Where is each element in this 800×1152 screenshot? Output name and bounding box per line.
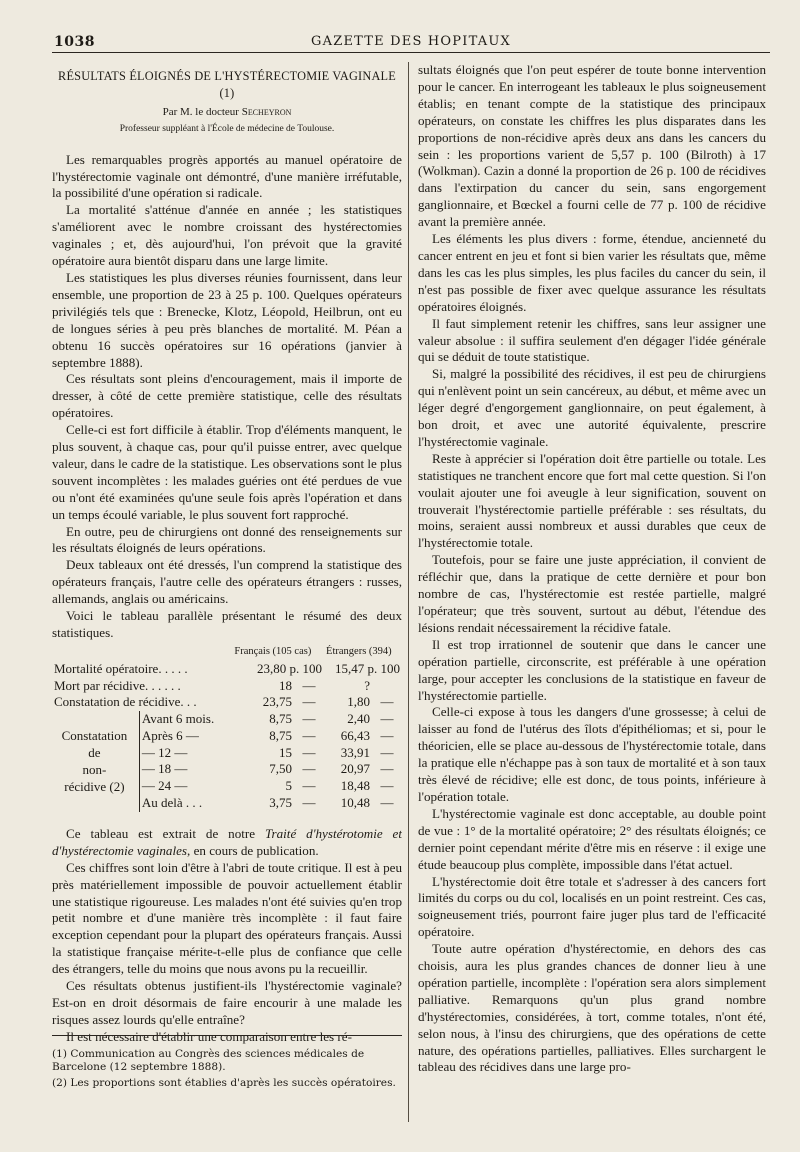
paragraph: sultats éloignés que l'on peut espérer de toute bonne intervention pour le cancer. En interrogeant les tableaux le plus soigneusement établis; en tenant compte de la statistique des principaux opérateurs, on constate les chiffres les plus disparates dans les proportions de non-récidive après deux ans dans les cancers du sein : les proportions varient de 5,57 p. 100 (Bilroth) à 17 (Wolkman). Cazin a donné la proportion de 26 p. 100 de récidives dans l'extirpation du cancer du sein, sans engorgement ganglionnaire, et Bœckel a fourni celle de 77 p. 100 de récidive avant la première année. bbox=[418, 62, 766, 230]
cell-french: 7,50 bbox=[269, 761, 293, 777]
table-row bbox=[52, 711, 402, 728]
group-label-line: récidive (2) bbox=[64, 779, 125, 795]
row-label: Mort par récidive. . . . . . bbox=[54, 677, 181, 693]
row-label: Mortalité opératoire. . . . . bbox=[54, 660, 188, 676]
column-header-foreign: Étrangers (394) bbox=[326, 645, 392, 657]
cell-french: 15 bbox=[279, 744, 293, 760]
ditto-dash: — bbox=[380, 778, 394, 794]
paragraph: Il faut simplement retenir les chiffres, sans leur assigner une valeur absolue : il suffira seulement d'en dégager l'idée générale qui se déduit de toute statistique. bbox=[418, 315, 766, 365]
cell-foreign: 18,48 bbox=[340, 778, 370, 794]
period-label: Après 6 — bbox=[141, 727, 199, 743]
paragraph: Les statistiques les plus diverses réunies fournissent, dans leur ensemble, une proportion de 23 à 25 p. 100. Quelques opérateurs privilégiés tels que : Brenecke, Klotz, Léopold, Heilbrun, ont eu de longues séries à peu près blanches de mortalité. M. Péan a obtenu 16 succès opératoires sur 16 opérations (janvier à septembre 1888). bbox=[52, 269, 402, 370]
cell-foreign: 66,43 bbox=[340, 727, 370, 743]
ditto-dash: — bbox=[302, 761, 316, 777]
cell-french: 18 bbox=[279, 677, 293, 693]
paragraph bbox=[52, 826, 402, 860]
ditto-dash: — bbox=[380, 727, 394, 743]
table-header-row bbox=[52, 644, 402, 661]
ditto-dash: — bbox=[302, 711, 316, 727]
period-label: Avant 6 mois. bbox=[141, 711, 215, 727]
paragraph: Toute autre opération d'hystérectomie, en dehors des cas choisis, aura les plus grandes chances de donner lieu à une opération partielle, incomplète : l'opération sera alors simplement palliative. Remarquons qu'un plus grand nombre d'hystérectomies, considérées, à tort, comme totales, n'ont été, selon nous, à l'insu des chirurgiens, que des opérations de cette nature, des opérations partielles, palliatives. Elles surchargent le tableau des récidives dans une large pro- bbox=[418, 941, 766, 1075]
author-prefix: Par M. le docteur bbox=[162, 105, 242, 118]
author-affiliation: Professeur suppléant à l'École de médecine de Toulouse. bbox=[119, 123, 335, 134]
paragraph: L'hystérectomie doit être totale et s'adresser à des cancers fort limités du corps ou du col, localisés en un point restreint. Ces cas, soigneusement triés, pourront faire juger plus tard de l'efficacité opératoire. bbox=[418, 873, 766, 940]
paragraph: En outre, peu de chirurgiens ont donné des renseignements sur les résultats éloignés de leurs opérations. bbox=[52, 523, 402, 556]
cell-foreign: 15,47 p. 100 bbox=[335, 660, 400, 676]
period-label: — 12 — bbox=[141, 744, 188, 760]
paragraph-text: Ce tableau est extrait de notre bbox=[66, 825, 265, 841]
paragraph: Les éléments les plus divers : forme, étendue, ancienneté du cancer entrent en jeu et font si bien varier les résultats que, même dans les cas les plus simples, les plus faciles du cancer du sein, il n'est pas possible de fixer avec quelque assurance les résultats opératoires éloignés. bbox=[418, 231, 766, 314]
cell-french: 8,75 bbox=[269, 727, 293, 743]
column-divider bbox=[408, 62, 409, 1122]
paragraph: Reste à apprécier si l'opération doit être partielle ou totale. Les statistiques ne tranchent encore que fort mal cette question. Si l'on voulait ajouter une foi aveugle à leur signification, souvent on trouverait l'hystérectomie partielle préférable : ses résultats, du moins, seraient aussi nombreux et aussi durables que ceux de l'hystérectomie totale. bbox=[418, 450, 766, 551]
paragraph: Il est trop irrationnel de soutenir que dans le cancer une opération partielle, circonscrite, est préférable à une opération large, pour accepter les conclusions de la statistique en faveur de l'hystérectomie partielle. bbox=[418, 636, 766, 703]
group-label-line: Constatation bbox=[61, 728, 128, 744]
book-title: Traité d'hystérotomie et d'hystérectomie vaginales bbox=[52, 825, 402, 858]
cell-french: 5 bbox=[285, 778, 293, 794]
cell-foreign: 2,40 bbox=[347, 711, 370, 727]
paragraph: Ces résultats sont pleins d'encouragement, mais il importe de dresser, à côté de cette première statistique, celle des résultats opératoires. bbox=[52, 371, 402, 421]
ditto-dash: — bbox=[302, 744, 316, 760]
page-number: 1038 bbox=[54, 34, 95, 50]
cell-foreign: ? bbox=[364, 677, 370, 693]
paragraph: L'hystérectomie vaginale est donc acceptable, au double point de vue : 1° de la mortalité opératoire; 2° des résultats éloignés; ce dernier point cependant mérite d'être mis en réserve : il exige une étude beaucoup plus complète, impossible dans l'état actuel. bbox=[418, 805, 766, 872]
paragraph: Toutefois, pour se faire une juste appréciation, il convient de réfléchir que, dans la pratique de cette dernière et pour bon nombre de cas, l'hystérectomie est restée partielle, malgré l'opérateur; que très souvent, surtout au début, l'étendue des lésions rendait nécessairement la récidive fatale. bbox=[418, 552, 766, 635]
journal-title: GAZETTE DES HOPITAUX bbox=[311, 34, 511, 49]
ditto-dash: — bbox=[380, 761, 394, 777]
ditto-dash: — bbox=[380, 711, 394, 727]
article-title: RÉSULTATS ÉLOIGNÉS DE L'HYSTÉRECTOMIE VAGINALE (1) bbox=[58, 69, 396, 100]
footnote: (2) Les proportions sont établies d'après les succès opératoires. bbox=[52, 1076, 396, 1089]
paragraph: Celle-ci expose à tous les dangers d'une grossesse; à celui de laisser au fond de l'utérus des îlots d'épithéliomas; et si, pour le théoricien, elle se place au-dessous de l'hystérectomie totale, dans la pratique elle n'échappe pas à son taux de mortalité et à son taux très élevé de récidive; elle est donc, de tous points, inférieure à l'opération totale. bbox=[418, 704, 766, 804]
paragraph: Il est nécessaire d'établir une comparaison entre les ré- bbox=[66, 1028, 352, 1044]
footnote: (1) Communication au Congrès des sciences médicales de Barcelone (12 septembre 1888). bbox=[52, 1048, 365, 1074]
cell-french: 8,75 bbox=[269, 711, 293, 727]
paragraph: Celle-ci est fort difficile à établir. Trop d'éléments manquent, le plus souvent, à chaque cas, pour qu'il puisse entrer, avec quelque valeur, dans le cadre de la statistique. Les observations sont le plus souvent incomplètes : les malades guéries ont été perdues de vue ou n'ont été examinées qu'une seule fois après l'opération et dans un temps écoulé variable, le plus souvent fort rapproché. bbox=[52, 422, 402, 522]
ditto-dash: — bbox=[302, 727, 316, 743]
ditto-dash: — bbox=[302, 694, 316, 710]
author-name: Secheyron bbox=[241, 105, 292, 118]
period-label: — 24 — bbox=[141, 778, 188, 794]
cell-foreign: 10,48 bbox=[340, 795, 370, 811]
group-label-line: de bbox=[88, 745, 101, 761]
footnotes bbox=[52, 1035, 402, 1092]
paragraph: La mortalité s'atténue d'année en année ; les statistiques s'améliorent avec le nombre croissant des hystérectomies vaginales ; et, dès aujourd'hui, l'on prévoit que la gravité opératoire aura bientôt disparu dans une large limite. bbox=[52, 202, 402, 269]
paragraph: Ces résultats obtenus justifient-ils l'hystérectomie vaginale? Est-on en droit désormais de faire encourir à une malade les risques assez lourds qu'elle entraîne? bbox=[52, 978, 402, 1027]
ditto-dash: — bbox=[302, 778, 316, 794]
article-byline bbox=[52, 104, 402, 121]
statistics-table bbox=[52, 644, 402, 812]
page-header bbox=[52, 32, 770, 53]
cell-french: 23,80 p. 100 bbox=[257, 660, 323, 676]
paragraph: Deux tableaux ont été dressés, l'un comprend la statistique des opérateurs français, l'autre celle des opérateurs étrangers : russes, allemands, anglais ou américains. bbox=[52, 557, 402, 607]
group-label bbox=[52, 711, 139, 812]
cell-foreign: 33,91 bbox=[340, 744, 370, 760]
ditto-dash: — bbox=[302, 795, 316, 811]
ditto-dash: — bbox=[380, 795, 394, 811]
table-row bbox=[52, 694, 402, 711]
paragraph: Ces chiffres sont loin d'être à l'abri de toute critique. Il est à peu près matériellement impossible de pouvoir actuellement établir une statistique rigoureuse. Les malades n'ont été suivies qu'en trop petit nombre et d'une manière très incomplète : il faut faire exception cependant pour la plupart des opérateurs français. Aussi la statistique française mérite-t-elle plus de confiance que celle des étrangers, telle du moins que nous avons pu la recueillir. bbox=[52, 859, 402, 977]
right-column bbox=[418, 62, 766, 1137]
row-label: Constatation de récidive. . . bbox=[54, 694, 197, 710]
ditto-dash: — bbox=[380, 694, 394, 710]
period-label: — 18 — bbox=[141, 761, 188, 777]
cell-foreign: 20,97 bbox=[340, 761, 370, 777]
ditto-dash: — bbox=[380, 744, 394, 760]
ditto-dash: — bbox=[302, 677, 316, 693]
left-column bbox=[52, 62, 402, 1137]
cell-french: 23,75 bbox=[262, 694, 293, 710]
paragraph: Voici le tableau parallèle présentant le résumé des deux statistiques. bbox=[52, 608, 402, 640]
column-header-french: Français (105 cas) bbox=[234, 645, 312, 657]
group-label-line: non- bbox=[82, 762, 107, 778]
period-label: Au delà . . . bbox=[141, 795, 203, 811]
table-row bbox=[52, 661, 402, 678]
paragraph: Les remarquables progrès apportés au manuel opératoire de l'hystérectomie vaginale ont démontré, d'une manière irréfutable, la possibilité d'une opération si radicale. bbox=[52, 151, 402, 201]
paragraph: Si, malgré la possibilité des récidives, il est peu de chirurgiens qui n'enlèvent point un sein cancéreux, au début, et même avec un léger degré d'engorgement ganglionnaire, on peut également, à bon droit, et avec une autorité équivalente, prescrire l'hystérectomie vaginale. bbox=[418, 366, 766, 449]
cell-foreign: 1,80 bbox=[347, 694, 370, 710]
paragraph-text: , en cours de publication. bbox=[187, 842, 319, 858]
table-row bbox=[52, 678, 402, 695]
cell-french: 3,75 bbox=[269, 795, 293, 811]
